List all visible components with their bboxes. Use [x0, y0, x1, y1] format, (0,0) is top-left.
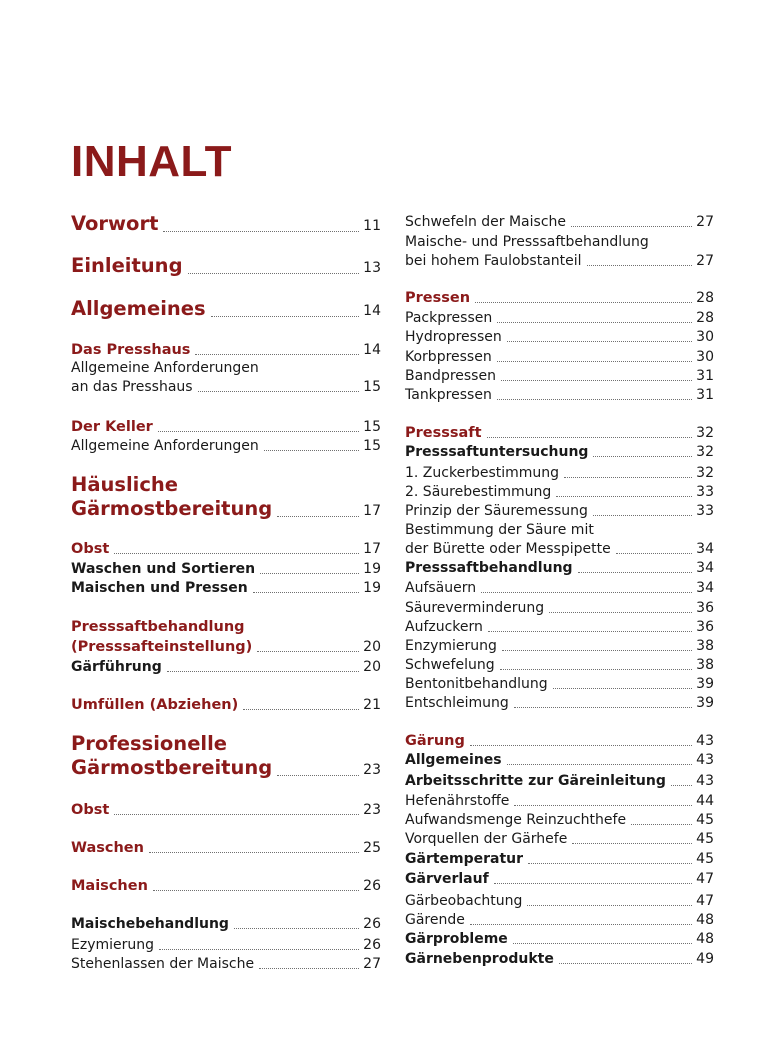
toc-entry-line: Bestimmung der Säure mit — [405, 522, 594, 538]
toc-entry-title: (Presssafteinstellung) — [71, 639, 253, 655]
toc-entry[interactable] — [71, 916, 381, 933]
toc-entry-page-number: 47 — [696, 893, 714, 909]
toc-entry[interactable] — [405, 424, 714, 442]
toc-entry-page-number: 45 — [696, 831, 714, 847]
toc-entry-page-number: 34 — [696, 560, 714, 576]
dot-leader — [572, 843, 692, 844]
toc-entry-page-number: 23 — [363, 802, 381, 818]
toc-entry[interactable] — [405, 638, 714, 655]
toc-entry-title: Enzymierung — [405, 638, 497, 654]
toc-entry-page-number: 34 — [696, 580, 714, 596]
toc-entry-title: Arbeitsschritte zur Gäreinleitung — [405, 773, 666, 789]
dot-leader — [253, 592, 359, 593]
toc-entry[interactable] — [71, 877, 381, 895]
dot-leader — [631, 824, 692, 825]
dot-leader — [475, 302, 692, 303]
toc-entry-title: Waschen — [71, 840, 144, 856]
toc-entry[interactable] — [405, 732, 714, 750]
toc-entry[interactable] — [405, 931, 714, 948]
page-title: INHALT — [71, 137, 233, 186]
toc-entry-title: Gärmostbereitung — [71, 756, 273, 779]
dot-leader — [114, 553, 359, 554]
toc-entry-page-number: 34 — [696, 541, 714, 557]
toc-entry[interactable] — [405, 349, 714, 366]
toc-entry[interactable] — [405, 773, 714, 790]
dot-leader — [549, 612, 692, 613]
toc-entry[interactable] — [71, 341, 381, 359]
toc-entry-page-number: 49 — [696, 951, 714, 967]
dot-leader — [114, 814, 359, 815]
toc-entry[interactable] — [405, 560, 714, 577]
toc-entry-title: Waschen und Sortieren — [71, 561, 256, 577]
toc-entry-line: Allgemeine Anforderungen — [71, 360, 259, 376]
toc-entry-title: Korbpressen — [405, 349, 492, 365]
toc-entry[interactable] — [405, 444, 714, 461]
dot-leader — [497, 399, 692, 400]
toc-entry-page-number: 19 — [363, 561, 381, 577]
toc-entry-page-number: 19 — [363, 580, 381, 596]
toc-entry-title: Gärführung — [71, 659, 162, 675]
toc-entry[interactable] — [71, 956, 381, 973]
toc-entry-page-number: 15 — [363, 438, 381, 454]
toc-entry-title: Maischen — [71, 878, 148, 894]
toc-entry-page-number: 15 — [363, 379, 381, 395]
toc-entry-title: Obst — [71, 541, 110, 557]
dot-leader — [163, 231, 359, 232]
dot-leader — [556, 496, 692, 497]
dot-leader — [158, 431, 359, 432]
toc-entry-title: Allgemeine Anforderungen — [71, 438, 259, 454]
toc-entry-page-number: 45 — [696, 851, 714, 867]
dot-leader — [497, 322, 692, 323]
dot-leader — [616, 553, 692, 554]
toc-entry-page-number: 43 — [696, 773, 714, 789]
toc-entry[interactable] — [405, 752, 714, 769]
toc-entry[interactable] — [71, 212, 381, 236]
toc-entry-page-number: 28 — [696, 310, 714, 326]
toc-entry-title: Gärbeobachtung — [405, 893, 523, 909]
dot-leader — [500, 669, 693, 670]
dot-leader — [470, 745, 692, 746]
dot-leader — [553, 688, 693, 689]
toc-entry-title: Bentonitbehandlung — [405, 676, 548, 692]
toc-entry-page-number: 36 — [696, 619, 714, 635]
toc-entry-page-number: 15 — [363, 419, 381, 435]
toc-entry-page-number: 26 — [363, 916, 381, 932]
toc-entry-page-number: 33 — [696, 484, 714, 500]
toc-entry-title: Der Keller — [71, 419, 153, 435]
toc-entry-page-number: 17 — [363, 541, 381, 557]
dot-leader — [243, 709, 359, 710]
toc-entry-title: Presssaftbehandlung — [405, 560, 573, 576]
toc-entry-title: Gärnebenprodukte — [405, 951, 554, 967]
toc-entry-title: Maischebehandlung — [71, 916, 229, 932]
dot-leader — [277, 775, 359, 776]
dot-leader — [497, 361, 692, 362]
toc-entry-title: Vorquellen der Gärhefe — [405, 831, 568, 847]
toc-entry-line: Presssaftbehandlung — [71, 619, 245, 635]
toc-entry-title: Gärverlauf — [405, 871, 489, 887]
toc-entry[interactable] — [71, 254, 381, 278]
dot-leader — [559, 963, 692, 964]
dot-leader — [264, 450, 359, 451]
dot-leader — [211, 316, 360, 317]
toc-entry-page-number: 45 — [696, 812, 714, 828]
toc-entry-page-number: 36 — [696, 600, 714, 616]
toc-entry-page-number: 21 — [363, 697, 381, 713]
dot-leader — [167, 671, 359, 672]
toc-entry[interactable] — [405, 465, 714, 482]
toc-entry[interactable] — [71, 659, 381, 676]
toc-entry[interactable] — [405, 893, 714, 910]
dot-leader — [494, 883, 693, 884]
toc-entry-line: Häusliche — [71, 473, 179, 496]
toc-entry-page-number: 11 — [363, 218, 381, 234]
toc-entry-title: Gärende — [405, 912, 465, 928]
toc-entry[interactable] — [405, 387, 714, 404]
toc-entry-page-number: 13 — [363, 260, 381, 276]
toc-entry[interactable] — [71, 497, 381, 521]
toc-entry-page-number: 43 — [696, 752, 714, 768]
toc-entry[interactable] — [71, 801, 381, 819]
toc-entry[interactable] — [405, 503, 714, 520]
toc-entry-title: an das Presshaus — [71, 379, 193, 395]
toc-entry[interactable] — [405, 695, 714, 712]
toc-entry-title: Gärprobleme — [405, 931, 508, 947]
toc-entry-page-number: 39 — [696, 676, 714, 692]
toc-entry-title: bei hohem Faulobstanteil — [405, 253, 582, 269]
toc-entry-title: Allgemeines — [71, 297, 206, 320]
toc-entry-title: Stehenlassen der Maische — [71, 956, 255, 972]
toc-entry-page-number: 23 — [363, 762, 381, 778]
toc-entry-page-number: 30 — [696, 349, 714, 365]
toc-entry-title: Entschleimung — [405, 695, 509, 711]
toc-entry-title: Vorwort — [71, 212, 159, 235]
toc-entry-title: Säureverminderung — [405, 600, 545, 616]
toc-entry[interactable] — [405, 600, 714, 617]
dot-leader — [528, 863, 692, 864]
toc-entry[interactable] — [71, 580, 381, 597]
toc-entry-page-number: 27 — [696, 253, 714, 269]
toc-entry[interactable] — [405, 951, 714, 968]
toc-entry[interactable] — [405, 253, 714, 270]
toc-entry-title: Ezymierung — [71, 937, 155, 953]
dot-leader — [501, 380, 692, 381]
dot-leader — [671, 785, 692, 786]
toc-entry-page-number: 33 — [696, 503, 714, 519]
dot-leader — [195, 354, 359, 355]
toc-entry-title: Hydropressen — [405, 329, 502, 345]
toc-entry-title: Pressen — [405, 290, 471, 306]
toc-entry-page-number: 14 — [363, 303, 381, 319]
toc-entry-title: Schwefelung — [405, 657, 495, 673]
toc-entry[interactable] — [405, 310, 714, 327]
dot-leader — [564, 477, 692, 478]
dot-leader — [149, 852, 359, 853]
dot-leader — [188, 273, 360, 274]
dot-leader — [507, 341, 692, 342]
toc-entry-page-number: 28 — [696, 290, 714, 306]
dot-leader — [513, 943, 692, 944]
toc-entry[interactable] — [71, 438, 381, 455]
toc-entry-title: Das Presshaus — [71, 342, 191, 358]
toc-entry-title: Packpressen — [405, 310, 493, 326]
toc-entry-title: Presssaftuntersuchung — [405, 444, 589, 460]
toc-entry-title: der Bürette oder Messpipette — [405, 541, 611, 557]
toc-entry-title: 1. Zuckerbestimmung — [405, 465, 560, 481]
dot-leader — [487, 437, 693, 438]
toc-entry-page-number: 27 — [363, 956, 381, 972]
toc-entry[interactable] — [71, 297, 381, 321]
toc-entry[interactable] — [405, 541, 714, 558]
toc-entry[interactable] — [71, 638, 381, 656]
dot-leader — [571, 226, 692, 227]
toc-entry-page-number: 32 — [696, 465, 714, 481]
toc-entry[interactable] — [405, 912, 714, 929]
toc-entry-page-number: 48 — [696, 912, 714, 928]
toc-entry-title: Aufsäuern — [405, 580, 477, 596]
toc-entry[interactable] — [71, 696, 381, 714]
dot-leader — [159, 949, 359, 950]
dot-leader — [153, 890, 359, 891]
toc-entry-title: Presssaft — [405, 425, 482, 441]
toc-entry[interactable] — [405, 676, 714, 693]
toc-entry-line: Professionelle — [71, 732, 228, 755]
toc-entry-page-number: 38 — [696, 657, 714, 673]
toc-entry[interactable] — [405, 831, 714, 848]
toc-entry-title: Prinzip der Säuremessung — [405, 503, 588, 519]
toc-entry[interactable] — [71, 418, 381, 436]
dot-leader — [260, 573, 359, 574]
toc-entry-title: 2. Säurebestimmung — [405, 484, 552, 500]
dot-leader — [198, 391, 360, 392]
toc-entry-title: Aufwandsmenge Reinzuchthefe — [405, 812, 627, 828]
toc-entry-title: Gärmostbereitung — [71, 497, 273, 520]
toc-entry[interactable] — [405, 871, 714, 888]
toc-entry[interactable] — [71, 540, 381, 558]
toc-entry-page-number: 20 — [363, 639, 381, 655]
dot-leader — [578, 572, 693, 573]
toc-entry-page-number: 17 — [363, 503, 381, 519]
toc-entry-page-number: 26 — [363, 937, 381, 953]
dot-leader — [234, 928, 359, 929]
toc-entry-page-number: 25 — [363, 840, 381, 856]
toc-entry-title: Aufzuckern — [405, 619, 483, 635]
toc-entry[interactable] — [405, 619, 714, 636]
toc-entry-page-number: 20 — [363, 659, 381, 675]
toc-entry-page-number: 32 — [696, 425, 714, 441]
dot-leader — [587, 265, 693, 266]
toc-entry-title: Gärung — [405, 733, 465, 749]
toc-entry-page-number: 38 — [696, 638, 714, 654]
toc-entry[interactable] — [405, 329, 714, 346]
toc-entry-page-number: 26 — [363, 878, 381, 894]
toc-entry-page-number: 31 — [696, 387, 714, 403]
toc-entry-page-number: 43 — [696, 733, 714, 749]
toc-entry-page-number: 27 — [696, 214, 714, 230]
dot-leader — [488, 631, 692, 632]
toc-entry-title: Einleitung — [71, 254, 183, 277]
toc-entry-title: Hefenährstoffe — [405, 793, 510, 809]
toc-entry[interactable] — [405, 289, 714, 307]
toc-entry-page-number: 30 — [696, 329, 714, 345]
toc-entry[interactable] — [405, 793, 714, 810]
toc-entry[interactable] — [405, 214, 714, 231]
toc-entry[interactable] — [71, 561, 381, 578]
toc-entry-page-number: 48 — [696, 931, 714, 947]
toc-entry[interactable] — [405, 580, 714, 597]
toc-entry[interactable] — [71, 839, 381, 857]
toc-entry-title: Umfüllen (Abziehen) — [71, 697, 239, 713]
toc-entry-page-number: 47 — [696, 871, 714, 887]
toc-entry-title: Allgemeines — [405, 752, 502, 768]
toc-entry-page-number: 39 — [696, 695, 714, 711]
dot-leader — [259, 968, 359, 969]
toc-entry-page-number: 31 — [696, 368, 714, 384]
toc-entry[interactable] — [405, 657, 714, 674]
toc-entry[interactable] — [71, 756, 381, 780]
toc-entry-page-number: 44 — [696, 793, 714, 809]
toc-entry-title: Tankpressen — [405, 387, 492, 403]
toc-entry-title: Bandpressen — [405, 368, 496, 384]
dot-leader — [277, 516, 359, 517]
dot-leader — [257, 651, 359, 652]
dot-leader — [502, 650, 692, 651]
toc-entry-line: Maische- und Presssaftbehandlung — [405, 234, 649, 250]
dot-leader — [481, 592, 692, 593]
toc-entry[interactable] — [405, 851, 714, 868]
toc-entry[interactable] — [405, 484, 714, 501]
toc-entry-title: Gärtemperatur — [405, 851, 524, 867]
toc-entry[interactable] — [405, 812, 714, 829]
toc-entry-title: Obst — [71, 802, 110, 818]
toc-entry-page-number: 14 — [363, 342, 381, 358]
dot-leader — [593, 456, 692, 457]
dot-leader — [507, 764, 693, 765]
dot-leader — [593, 515, 692, 516]
toc-entry[interactable] — [71, 379, 381, 396]
toc-entry-title: Maischen und Pressen — [71, 580, 248, 596]
toc-entry-page-number: 32 — [696, 444, 714, 460]
dot-leader — [527, 905, 692, 906]
dot-leader — [514, 805, 692, 806]
toc-entry[interactable] — [71, 937, 381, 954]
dot-leader — [470, 924, 692, 925]
toc-entry[interactable] — [405, 368, 714, 385]
toc-entry-title: Schwefeln der Maische — [405, 214, 567, 230]
dot-leader — [514, 707, 692, 708]
